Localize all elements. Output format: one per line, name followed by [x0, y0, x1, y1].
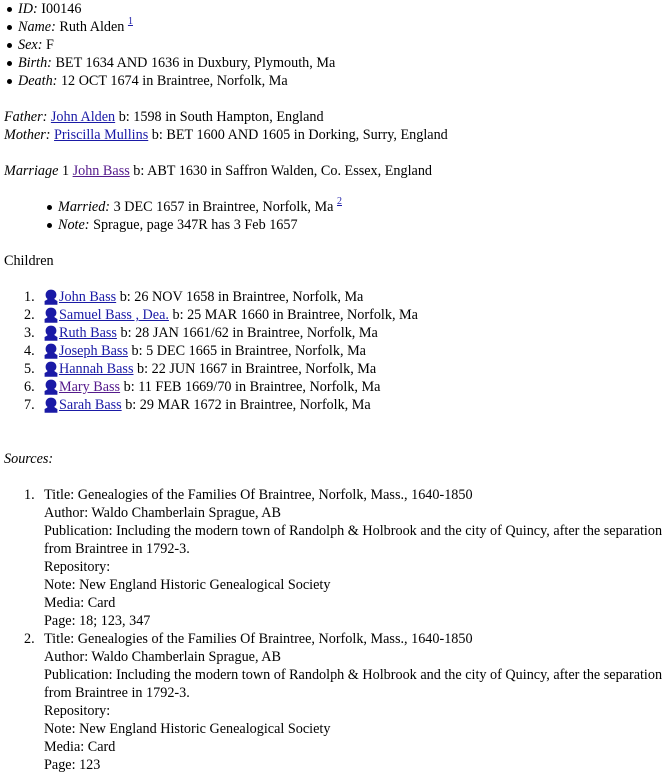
child-number: 2. [24, 307, 35, 323]
child-detail: b: 26 NOV 1658 in Braintree, Norfolk, Ma [119, 289, 364, 305]
child-item [24, 396, 668, 414]
source-line: Publication: Including the modern town of Randolph & Holbrook and the city of Quincy, after the separation from Braintree in 1792-3. [44, 667, 663, 701]
child-number: 1. [24, 289, 35, 305]
sources-heading: Sources: [4, 451, 54, 467]
child-item [24, 288, 668, 306]
child-detail: b: 11 FEB 1669/70 in Braintree, Norfolk, Ma [123, 379, 381, 395]
person-silhouette-icon[interactable] [44, 343, 58, 359]
fact-birth: Birth: BET 1634 AND 1636 in Duxbury, Plymouth, Ma [18, 54, 668, 72]
source-line: Publication: Including the modern town of Randolph & Holbrook and the city of Quincy, after the separation from Braintree in 1792-3. [44, 523, 663, 557]
child-item [24, 360, 668, 378]
child-link[interactable]: Sarah Bass [59, 397, 122, 413]
source-line: Note: New England Historic Genealogical Society [44, 577, 331, 593]
person-silhouette-icon[interactable] [44, 307, 58, 323]
fact-death: Death: 12 OCT 1674 in Braintree, Norfolk, Ma [18, 72, 668, 90]
source-ref-link-1[interactable]: 1 [127, 16, 133, 27]
person-silhouette-icon[interactable] [44, 379, 58, 395]
child-number: 5. [24, 361, 35, 377]
children-list [4, 288, 668, 414]
child-detail: b: 28 JAN 1661/62 in Braintree, Norfolk, Ma [120, 325, 378, 341]
source-number: 2. [24, 631, 35, 647]
fact-sex: Sex: F [18, 36, 668, 54]
child-number: 3. [24, 325, 35, 341]
source-line: Author: Waldo Chamberlain Sprague, AB [44, 505, 281, 521]
source-body [44, 486, 668, 630]
sources-list [4, 486, 668, 774]
child-item [24, 324, 668, 342]
mother-line: Mother: Priscilla Mullins b: BET 1600 AND 1605 in Dorking, Surry, England [4, 127, 448, 143]
child-item [24, 378, 668, 396]
source-line: Media: Card [44, 595, 116, 611]
child-number: 7. [24, 397, 35, 413]
child-link[interactable]: Ruth Bass [59, 325, 117, 341]
source-line: Media: Card [44, 739, 116, 755]
source-body [44, 630, 668, 774]
child-number: 4. [24, 343, 35, 359]
person-silhouette-icon[interactable] [44, 361, 58, 377]
child-detail: b: 22 JUN 1667 in Braintree, Norfolk, Ma [137, 361, 377, 377]
father-link[interactable]: John Alden [50, 109, 116, 125]
child-detail: b: 5 DEC 1665 in Braintree, Norfolk, Ma [131, 343, 366, 359]
spouse-link[interactable]: John Bass [72, 163, 130, 179]
child-detail: b: 29 MAR 1672 in Braintree, Norfolk, Ma [125, 397, 371, 413]
source-line: Page: 123 [44, 757, 101, 773]
source-line: Page: 18; 123, 347 [44, 613, 151, 629]
child-link[interactable]: Joseph Bass [59, 343, 128, 359]
source-line: Author: Waldo Chamberlain Sprague, AB [44, 649, 281, 665]
source-line: Title: Genealogies of the Families Of Braintree, Norfolk, Mass., 1640-1850 [44, 487, 473, 503]
child-link[interactable]: Hannah Bass [59, 361, 134, 377]
child-item [24, 306, 668, 324]
source-item [24, 630, 668, 774]
source-line: Repository: [44, 703, 111, 719]
person-silhouette-icon[interactable] [44, 397, 58, 413]
source-line: Repository: [44, 559, 111, 575]
child-number: 6. [24, 379, 35, 395]
children-heading: Children [4, 253, 54, 269]
source-number: 1. [24, 487, 35, 503]
fact-name: Name: Ruth Alden $^1$ [18, 18, 668, 36]
child-link[interactable]: Mary Bass [59, 379, 121, 395]
person-silhouette-icon[interactable] [44, 289, 58, 305]
child-item [24, 342, 668, 360]
marriage-line: Marriage 1 John Bass b: ABT 1630 in Saffron Walden, Co. Essex, England [4, 163, 433, 179]
source-ref-link-2[interactable]: 2 [336, 196, 342, 207]
mother-link[interactable]: Priscilla Mullins [54, 127, 149, 143]
marriage-details [4, 198, 668, 234]
marriage-note: Note: Sprague, page 347R has 3 Feb 1657 [58, 216, 668, 234]
source-item [24, 486, 668, 630]
married-fact: Married: 3 DEC 1657 in Braintree, Norfolk, Ma $^2$ [58, 198, 668, 216]
person-facts [4, 0, 668, 90]
child-detail: b: 25 MAR 1660 in Braintree, Norfolk, Ma [172, 307, 418, 323]
source-line: Title: Genealogies of the Families Of Braintree, Norfolk, Mass., 1640-1850 [44, 631, 473, 647]
child-link[interactable]: Samuel Bass , Dea. [59, 307, 169, 323]
father-line: Father: John Alden b: 1598 in South Hampton, England [4, 109, 324, 125]
fact-id: ID: I00146 [18, 0, 668, 18]
person-silhouette-icon[interactable] [44, 325, 58, 341]
source-line: Note: New England Historic Genealogical Society [44, 721, 331, 737]
child-link[interactable]: John Bass [59, 289, 117, 305]
